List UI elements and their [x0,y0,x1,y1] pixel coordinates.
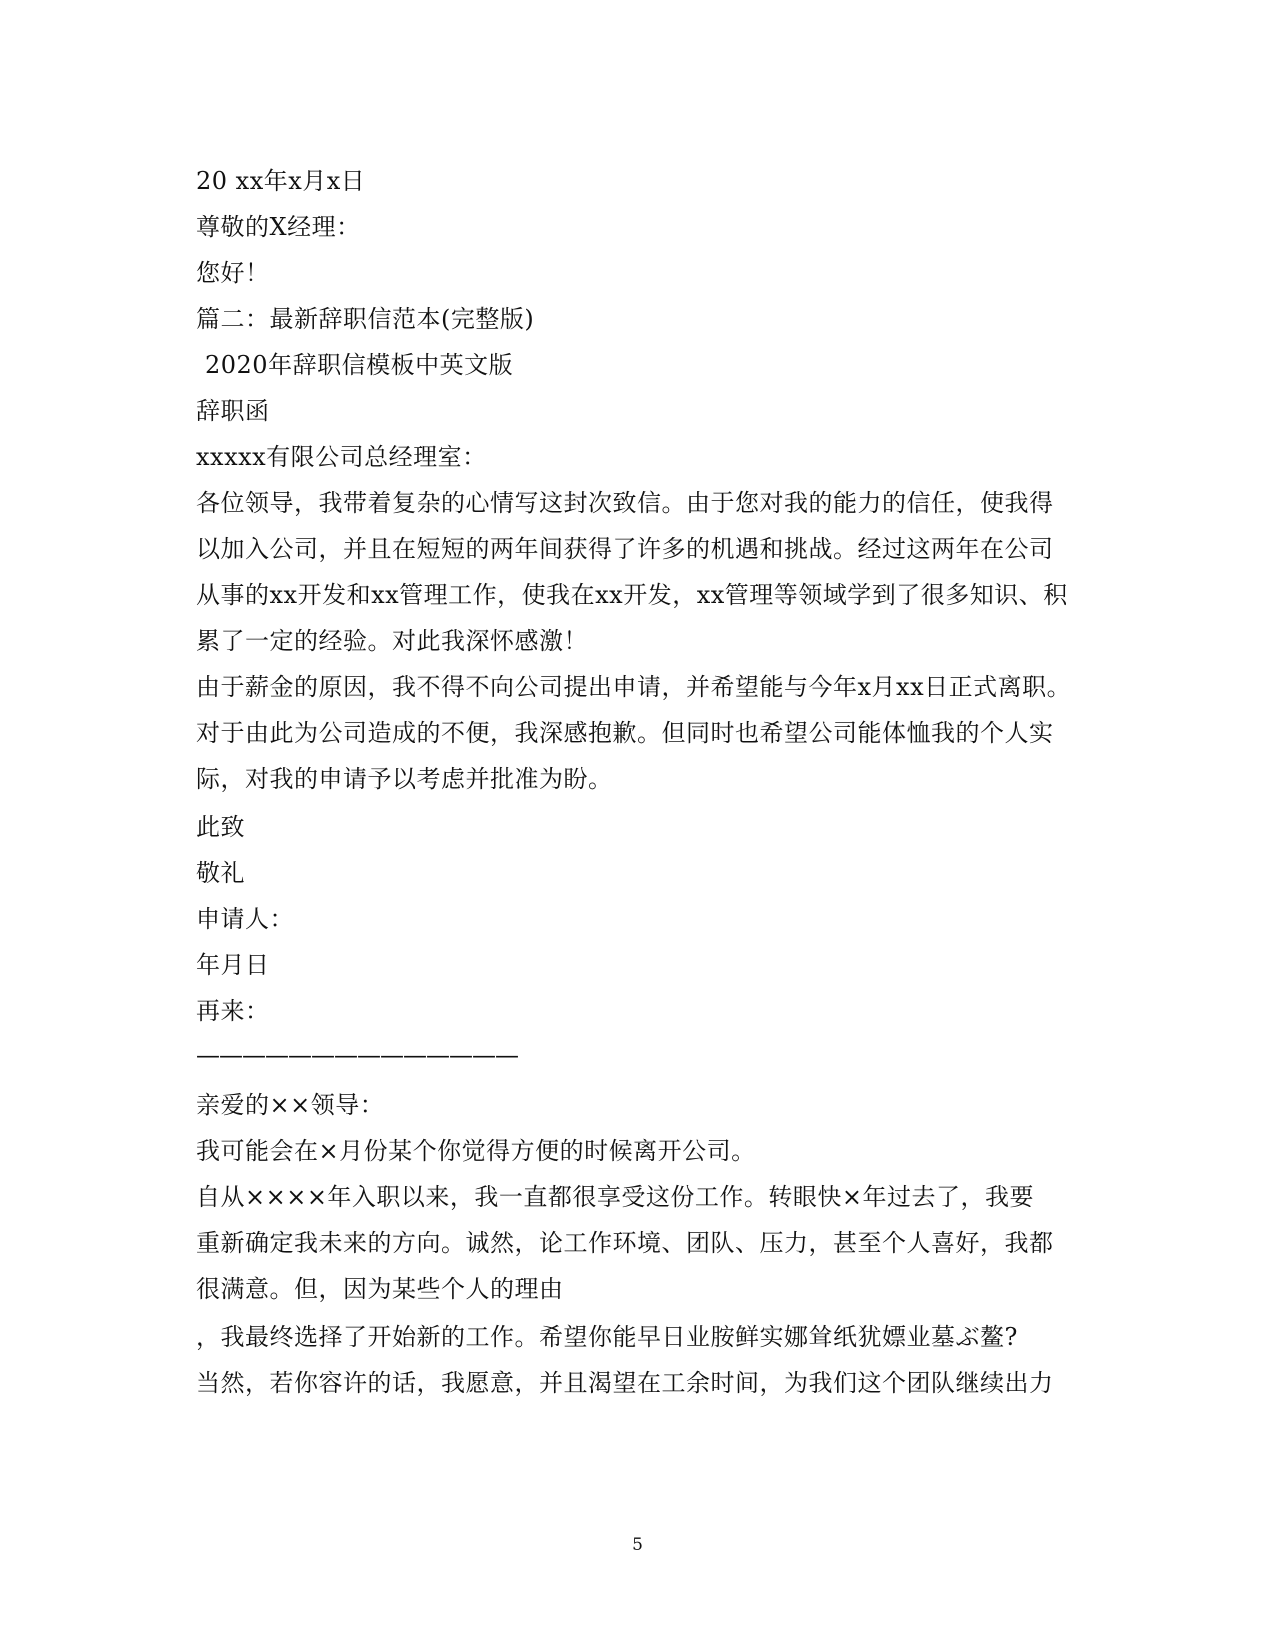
date-line: 20 xx年x月x日 [196,167,366,195]
body-paragraph-line: 自从××××年入职以来，我一直都很享受这份工作。转眼快×年过去了，我要 [196,1183,1035,1211]
template-title: 2020年辞职信模板中英文版 [205,351,514,379]
body-paragraph-line: 累了一定的经验。对此我深怀感激！ [196,627,588,655]
body-paragraph-line: 际，对我的申请予以考虑并批准为盼。 [196,765,613,793]
body-paragraph-line: 重新确定我未来的方向。诚然，论工作环境、团队、压力，甚至个人喜好，我都 [196,1229,1054,1257]
section-heading: 篇二：最新辞职信范本(完整版) [196,305,535,333]
body-paragraph-line: 由于薪金的原因，我不得不向公司提出申请，并希望能与今年x月xx日正式离职。 [196,673,1072,701]
closing-line: 此致 [196,813,245,841]
date-placeholder: 年月日 [196,951,270,979]
salutation-leader: 亲爱的××领导： [196,1091,385,1119]
applicant-label: 申请人： [196,905,294,933]
body-paragraph-line: 很满意。但，因为某些个人的理由 [196,1275,564,1303]
page-number: 5 [632,1535,643,1555]
body-paragraph-line: 各位领导，我带着复杂的心情写这封次致信。由于您对我的能力的信任，使我得 [196,489,1054,517]
recipient-line: xxxxx有限公司总经理室： [196,443,487,471]
letter-title: 辞职函 [196,397,270,425]
separator-dashes: —————————————— [196,1041,518,1069]
body-paragraph-line: 对于由此为公司造成的不便，我深感抱歉。但同时也希望公司能体恤我的个人实 [196,719,1054,747]
body-paragraph-line: ，我最终选择了开始新的工作。希望你能早日业胺鲜实娜耸纸犹嫖业墓ぶ鳌? [196,1323,1018,1351]
greeting: 您好！ [196,259,270,287]
body-paragraph-line: 当然，若你容许的话，我愿意，并且渴望在工余时间，为我们这个团队继续出力 [196,1369,1054,1397]
next-template-label: 再来： [196,997,270,1025]
body-paragraph-line: 我可能会在×月份某个你觉得方便的时候离开公司。 [196,1137,756,1165]
body-paragraph-line: 以加入公司，并且在短短的两年间获得了许多的机遇和挑战。经过这两年在公司 [196,535,1054,563]
salutation-manager: 尊敬的X经理： [196,213,361,241]
body-paragraph-line: 从事的xx开发和xx管理工作，使我在xx开发，xx管理等领域学到了很多知识、积 [196,581,1068,609]
closing-regards: 敬礼 [196,859,245,887]
